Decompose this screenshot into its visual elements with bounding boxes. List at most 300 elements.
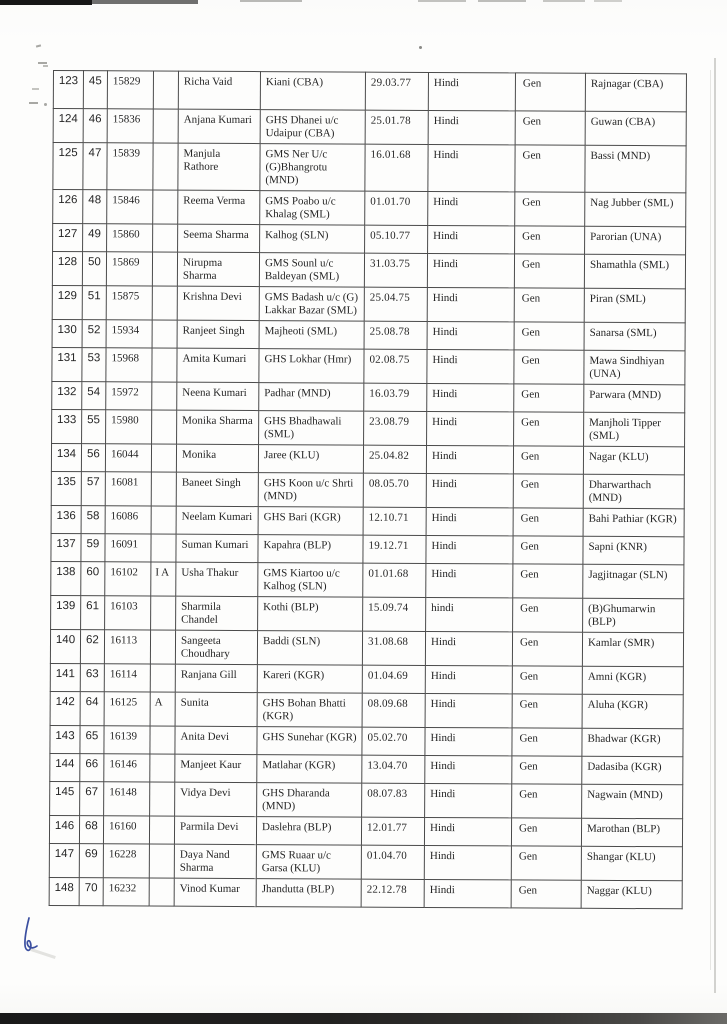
cell-no: 69 xyxy=(79,844,103,878)
cell-mark xyxy=(151,534,176,562)
cell-dob: 05.10.77 xyxy=(365,225,428,253)
cell-code: 15934 xyxy=(106,320,152,348)
cell-subject: Hindi xyxy=(428,191,515,225)
blue-pen-mark-icon xyxy=(20,916,50,958)
cell-mark xyxy=(149,844,174,878)
cell-school: GHS Sunehar (KGR) xyxy=(257,727,362,756)
cell-code: 16228 xyxy=(103,844,149,878)
table-row xyxy=(49,877,682,908)
table-row xyxy=(51,505,684,536)
cell-name: Monika Sharma xyxy=(177,410,259,444)
cell-name: Krishna Devi xyxy=(177,286,259,320)
top-scan-bar xyxy=(543,0,585,2)
cell-name: Baneet Singh xyxy=(176,472,258,506)
cell-category: Gen xyxy=(515,73,585,111)
cell-category: Gen xyxy=(512,756,582,784)
cell-code: 16081 xyxy=(105,472,151,506)
cell-station: Marothan (BLP) xyxy=(581,818,682,847)
cell-name: Amita Kumari xyxy=(177,348,259,382)
cell-sno: 130 xyxy=(52,319,82,347)
cell-no: 50 xyxy=(82,252,106,286)
cell-no: 47 xyxy=(83,143,107,190)
cell-no: 68 xyxy=(79,816,103,844)
cell-code: 15839 xyxy=(107,143,153,190)
cell-name: Suman Kumari xyxy=(176,534,258,562)
cell-subject: Hindi xyxy=(425,693,512,727)
cell-no: 48 xyxy=(83,190,107,224)
cell-name: Seema Sharma xyxy=(178,224,260,252)
cell-no: 52 xyxy=(82,320,106,348)
cell-mark: I A xyxy=(151,562,176,596)
cell-code: 16125 xyxy=(104,692,150,726)
cell-dob: 29.03.77 xyxy=(365,72,428,110)
cell-no: 66 xyxy=(80,754,104,782)
cell-mark xyxy=(150,754,175,782)
cell-school: Daslehra (BLP) xyxy=(256,817,361,846)
cell-sno: 131 xyxy=(52,347,82,381)
cell-sno: 132 xyxy=(52,381,82,409)
cell-dob: 05.02.70 xyxy=(362,727,425,755)
cell-mark xyxy=(151,472,176,506)
cell-school: Baddi (SLN) xyxy=(257,631,362,666)
cell-code: 16232 xyxy=(103,878,149,906)
cell-school: Kiani (CBA) xyxy=(260,72,365,111)
page-edge-shadow xyxy=(710,70,711,970)
cell-category: Gen xyxy=(513,446,583,474)
pencil-mark xyxy=(43,65,48,67)
cell-subject: Hindi xyxy=(427,253,514,287)
cell-dob: 01.01.68 xyxy=(363,563,426,597)
cell-station: Rajnagar (CBA) xyxy=(585,73,686,112)
cell-name: Ranjeet Singh xyxy=(177,320,259,348)
cell-sno: 138 xyxy=(51,561,81,595)
cell-no: 67 xyxy=(80,782,104,816)
cell-no: 54 xyxy=(82,382,106,410)
cell-subject: Hindi xyxy=(428,225,515,253)
cell-subject: hindi xyxy=(426,597,513,631)
cell-subject: Hindi xyxy=(425,727,512,755)
cell-name: Sunita xyxy=(175,692,257,726)
cell-dob: 15.09.74 xyxy=(363,597,426,631)
cell-code: 16146 xyxy=(104,754,150,782)
table-row xyxy=(49,843,682,880)
cell-sno: 143 xyxy=(50,725,80,753)
cell-station: Dharwarthach (MND) xyxy=(583,474,684,509)
cell-mark xyxy=(150,782,175,816)
cell-school: Majheoti (SML) xyxy=(259,321,364,350)
cell-sno: 146 xyxy=(49,815,79,843)
cell-station: Nag Jubber (SML) xyxy=(585,192,686,227)
cell-code: 15829 xyxy=(107,71,153,109)
cell-code: 15836 xyxy=(107,109,153,143)
cell-dob: 25.04.75 xyxy=(364,287,427,321)
cell-dob: 16.03.79 xyxy=(364,383,427,411)
cell-school: GMS Kiartoo u/c Kalhog (SLN) xyxy=(258,563,363,598)
cell-category: Gen xyxy=(514,322,584,350)
table-row xyxy=(49,815,682,846)
cell-mark xyxy=(152,252,177,286)
cell-subject: Hindi xyxy=(428,72,515,110)
cell-name: Ranjana Gill xyxy=(175,664,257,692)
cell-category: Gen xyxy=(515,145,585,192)
cell-subject: Hindi xyxy=(424,817,511,845)
cell-dob: 25.04.82 xyxy=(363,445,426,473)
cell-mark xyxy=(152,382,177,410)
cell-school: GHS Dharanda (MND) xyxy=(257,783,362,818)
cell-school: Kalhog (SLN) xyxy=(260,225,365,254)
cell-name: Daya Nand Sharma xyxy=(174,844,256,878)
cell-no: 64 xyxy=(80,692,104,726)
table-row xyxy=(50,781,683,818)
table-row xyxy=(52,252,685,289)
cell-code: 16091 xyxy=(105,534,151,562)
cell-school: Kothi (BLP) xyxy=(258,597,363,632)
cell-station: Parorian (UNA) xyxy=(585,226,686,255)
table-row xyxy=(51,471,684,508)
cell-mark xyxy=(152,410,177,444)
cell-subject: Hindi xyxy=(425,631,512,665)
cell-name: Neena Kumari xyxy=(177,382,259,410)
cell-category: Gen xyxy=(513,474,583,508)
table-row xyxy=(50,691,683,728)
cell-no: 53 xyxy=(82,348,106,382)
cell-mark xyxy=(153,190,178,224)
cell-school: GMS Ner U/c (G)Bhangrotu (MND) xyxy=(260,144,365,192)
cell-subject: Hindi xyxy=(427,411,514,445)
cell-station: Nagar (KLU) xyxy=(583,446,684,475)
cell-station: Sapni (KNR) xyxy=(583,536,684,565)
cell-mark xyxy=(151,506,176,534)
table-row xyxy=(50,725,683,756)
cell-name: Nirupma Sharma xyxy=(177,252,259,286)
cell-sno: 127 xyxy=(53,224,83,252)
cell-code: 16103 xyxy=(105,596,151,630)
cell-subject: Hindi xyxy=(427,287,514,321)
cell-name: Neelam Kumari xyxy=(176,506,258,534)
cell-subject: Hindi xyxy=(425,783,512,817)
table-row xyxy=(51,533,684,564)
cell-school: GMS Badash u/c (G) Lakkar Bazar (SML) xyxy=(259,287,364,322)
cell-school: GMS Ruaar u/c Garsa (KLU) xyxy=(256,845,361,880)
top-scan-bar xyxy=(418,0,466,2)
pencil-mark xyxy=(36,44,41,47)
cell-category: Gen xyxy=(513,508,583,536)
cell-sno: 126 xyxy=(53,190,83,224)
cell-mark xyxy=(150,726,175,754)
cell-name: Sharmila Chandel xyxy=(176,596,258,630)
table-row xyxy=(50,753,683,784)
cell-code: 15846 xyxy=(107,190,153,224)
cell-mark xyxy=(152,286,177,320)
cell-dob: 13.04.70 xyxy=(362,755,425,783)
cell-name: Anjana Kumari xyxy=(178,109,260,143)
cell-subject: Hindi xyxy=(427,321,514,349)
cell-mark xyxy=(149,878,174,906)
cell-school: GMS Poabo u/c Khalag (SML) xyxy=(260,191,365,226)
cell-name: Reema Verma xyxy=(178,190,260,224)
cell-sno: 148 xyxy=(49,877,79,905)
cell-category: Gen xyxy=(514,288,584,322)
cell-category: Gen xyxy=(511,880,581,908)
pencil-mark xyxy=(38,62,47,64)
cell-code: 15860 xyxy=(107,224,153,252)
cell-subject: Hindi xyxy=(428,144,515,191)
cell-category: Gen xyxy=(514,254,584,288)
cell-name: Vidya Devi xyxy=(175,782,257,816)
cell-dob: 08.09.68 xyxy=(362,693,425,727)
cell-dob: 08.07.83 xyxy=(362,783,425,817)
cell-dob: 31.03.75 xyxy=(364,253,427,287)
cell-station: Kamlar (SMR) xyxy=(582,632,683,667)
cell-no: 70 xyxy=(79,878,103,906)
cell-name: Parmila Devi xyxy=(174,816,256,844)
cell-sno: 139 xyxy=(51,595,81,629)
cell-category: Gen xyxy=(515,192,585,226)
cell-school: GHS Lokhar (Hmr) xyxy=(259,349,364,384)
cell-subject: Hindi xyxy=(428,110,515,144)
cell-station: Naggar (KLU) xyxy=(581,880,682,909)
cell-category: Gen xyxy=(512,694,582,728)
cell-category: Gen xyxy=(515,111,585,145)
cell-sno: 137 xyxy=(51,533,81,561)
table-row xyxy=(52,381,685,412)
cell-no: 65 xyxy=(80,726,104,754)
cell-station: Shamathla (SML) xyxy=(584,254,685,289)
cell-category: Gen xyxy=(513,536,583,564)
cell-sno: 147 xyxy=(49,843,79,877)
cell-school: GMS Sounl u/c Baldeyan (SML) xyxy=(259,253,364,288)
cell-dob: 12.01.77 xyxy=(361,817,424,845)
cell-code: 16102 xyxy=(105,562,151,596)
cell-category: Gen xyxy=(513,598,583,632)
pencil-mark xyxy=(29,102,38,104)
cell-station: Aluha (KGR) xyxy=(582,694,683,729)
cell-dob: 22.12.78 xyxy=(361,879,424,907)
cell-code: 16086 xyxy=(105,506,151,534)
cell-station: Guwan (CBA) xyxy=(585,111,686,146)
cell-sno: 133 xyxy=(52,409,82,443)
table-row xyxy=(53,109,686,146)
cell-subject: Hindi xyxy=(426,473,513,507)
table-row xyxy=(53,190,686,227)
cell-station: Bhadwar (KGR) xyxy=(582,728,683,757)
cell-subject: Hindi xyxy=(425,665,512,693)
table-row xyxy=(53,143,686,193)
cell-category: Gen xyxy=(513,564,583,598)
cell-station: Sanarsa (SML) xyxy=(584,322,685,351)
cell-dob: 01.04.69 xyxy=(362,665,425,693)
cell-mark xyxy=(150,630,175,664)
cell-mark xyxy=(151,596,176,630)
cell-subject: Hindi xyxy=(426,535,513,563)
cell-category: Gen xyxy=(515,226,585,254)
cell-no: 56 xyxy=(81,444,105,472)
cell-code: 15869 xyxy=(106,252,152,286)
cell-school: Matlahar (KGR) xyxy=(257,755,362,784)
cell-school: Kapahra (BLP) xyxy=(258,535,363,564)
cell-subject: Hindi xyxy=(427,349,514,383)
staff-table-body xyxy=(49,71,686,909)
cell-no: 59 xyxy=(81,534,105,562)
table-row xyxy=(50,629,683,666)
cell-no: 60 xyxy=(81,562,105,596)
cell-no: 51 xyxy=(82,286,106,320)
cell-station: Manjholi Tipper (SML) xyxy=(584,412,685,447)
table-row xyxy=(52,319,685,350)
cell-code: 16139 xyxy=(104,726,150,754)
cell-mark xyxy=(152,348,177,382)
table-row xyxy=(52,347,685,384)
cell-school: Jaree (KLU) xyxy=(258,445,363,474)
cell-no: 49 xyxy=(83,224,107,252)
cell-code: 15972 xyxy=(106,382,152,410)
cell-category: Gen xyxy=(512,666,582,694)
cell-code: 15980 xyxy=(106,410,152,444)
cell-station: Nagwain (MND) xyxy=(582,784,683,819)
cell-school: GHS Bohan Bhatti (KGR) xyxy=(257,693,362,728)
cell-mark xyxy=(153,109,178,143)
cell-school: Padhar (MND) xyxy=(259,383,364,412)
cell-sno: 123 xyxy=(53,71,83,109)
cell-name: Usha Thakur xyxy=(176,562,258,596)
cell-category: Gen xyxy=(512,784,582,818)
cell-category: Gen xyxy=(511,846,581,880)
pencil-mark xyxy=(32,88,39,90)
cell-dob: 01.01.70 xyxy=(365,191,428,225)
cell-mark xyxy=(151,444,176,472)
cell-school: GHS Bari (KGR) xyxy=(258,507,363,536)
cell-dob: 31.08.68 xyxy=(362,631,425,665)
cell-code: 16114 xyxy=(104,664,150,692)
cell-category: Gen xyxy=(514,384,584,412)
cell-name: Richa Vaid xyxy=(178,71,260,109)
cell-sno: 141 xyxy=(50,663,80,691)
cell-school: GHS Koon u/c Shrti (MND) xyxy=(258,473,363,508)
cell-subject: Hindi xyxy=(426,563,513,597)
cell-category: Gen xyxy=(514,350,584,384)
cell-station: Bassi (MND) xyxy=(585,145,686,193)
cell-no: 61 xyxy=(81,596,105,630)
cell-no: 55 xyxy=(82,410,106,444)
cell-name: Monika xyxy=(176,444,258,472)
cell-dob: 12.10.71 xyxy=(363,507,426,535)
top-scan-bar xyxy=(0,0,92,5)
cell-station: Bahi Pathiar (KGR) xyxy=(583,508,684,537)
cell-sno: 124 xyxy=(53,109,83,143)
cell-subject: Hindi xyxy=(427,383,514,411)
table-row xyxy=(51,443,684,474)
cell-sno: 134 xyxy=(51,443,81,471)
cell-mark xyxy=(153,71,178,109)
cell-school: Jhandutta (BLP) xyxy=(256,879,361,908)
cell-name: Sangeeta Choudhary xyxy=(175,630,257,664)
cell-station: Piran (SML) xyxy=(584,288,685,323)
cell-code: 16113 xyxy=(104,630,150,664)
cell-dob: 19.12.71 xyxy=(363,535,426,563)
cell-sno: 128 xyxy=(52,252,82,286)
cell-school: Kareri (KGR) xyxy=(257,665,362,694)
cell-station: Mawa Sindhiyan (UNA) xyxy=(584,350,685,385)
cell-code: 16044 xyxy=(105,444,151,472)
ink-dot xyxy=(419,46,422,49)
cell-dob: 25.08.78 xyxy=(364,321,427,349)
cell-dob: 01.04.70 xyxy=(361,845,424,879)
cell-station: (B)Ghumarwin (BLP) xyxy=(583,598,684,633)
cell-subject: Hindi xyxy=(424,845,511,879)
cell-station: Shangar (KLU) xyxy=(581,846,682,881)
cell-sno: 140 xyxy=(50,629,80,663)
cell-mark: A xyxy=(150,692,175,726)
cell-category: Gen xyxy=(512,728,582,756)
top-scan-bar xyxy=(478,0,526,2)
cell-sno: 136 xyxy=(51,505,81,533)
cell-no: 62 xyxy=(80,630,104,664)
cell-category: Gen xyxy=(511,818,581,846)
cell-dob: 08.05.70 xyxy=(363,473,426,507)
cell-station: Jagjitnagar (SLN) xyxy=(583,564,684,599)
cell-no: 63 xyxy=(80,664,104,692)
table-row xyxy=(51,595,684,632)
cell-sno: 145 xyxy=(50,781,80,815)
cell-code: 16148 xyxy=(104,782,150,816)
cell-sno: 142 xyxy=(50,691,80,725)
cell-mark xyxy=(150,664,175,692)
table-row xyxy=(51,561,684,598)
cell-no: 46 xyxy=(83,109,107,143)
cell-subject: Hindi xyxy=(426,507,513,535)
page-edge-shadow xyxy=(714,58,716,993)
staff-list-table-container xyxy=(49,70,687,909)
cell-station: Amni (KGR) xyxy=(582,666,683,695)
cell-school: GHS Bhadhawali (SML) xyxy=(259,411,364,446)
cell-mark xyxy=(153,224,178,252)
cell-no: 45 xyxy=(83,71,107,109)
cell-category: Gen xyxy=(512,632,582,666)
cell-dob: 16.01.68 xyxy=(365,144,428,191)
table-row xyxy=(53,71,686,112)
cell-code: 15968 xyxy=(106,348,152,382)
cell-sno: 129 xyxy=(52,285,82,319)
staff-list-table xyxy=(49,70,687,909)
top-scan-bar xyxy=(594,0,622,2)
cell-subject: Hindi xyxy=(424,879,511,907)
cell-name: Anita Devi xyxy=(175,726,257,754)
cell-mark xyxy=(153,143,178,190)
cell-dob: 23.08.79 xyxy=(364,411,427,445)
cell-no: 58 xyxy=(81,506,105,534)
cell-sno: 144 xyxy=(50,753,80,781)
cell-subject: Hindi xyxy=(426,445,513,473)
cell-subject: Hindi xyxy=(425,755,512,783)
cell-mark xyxy=(149,816,174,844)
cell-sno: 135 xyxy=(51,471,81,505)
cell-station: Dadasiba (KGR) xyxy=(582,756,683,785)
table-row xyxy=(52,409,685,446)
top-scan-bar xyxy=(92,0,198,4)
cell-code: 15875 xyxy=(106,286,152,320)
cell-dob: 02.08.75 xyxy=(364,349,427,383)
table-row xyxy=(53,224,686,255)
table-row xyxy=(50,663,683,694)
table-row xyxy=(52,285,685,322)
cell-code: 16160 xyxy=(103,816,149,844)
cell-mark xyxy=(152,320,177,348)
top-scan-bar xyxy=(240,0,302,2)
cell-school: GHS Dhanei u/c Udaipur (CBA) xyxy=(260,110,365,145)
cell-station: Parwara (MND) xyxy=(584,384,685,413)
cell-name: Manjeet Kaur xyxy=(175,754,257,782)
cell-category: Gen xyxy=(514,412,584,446)
